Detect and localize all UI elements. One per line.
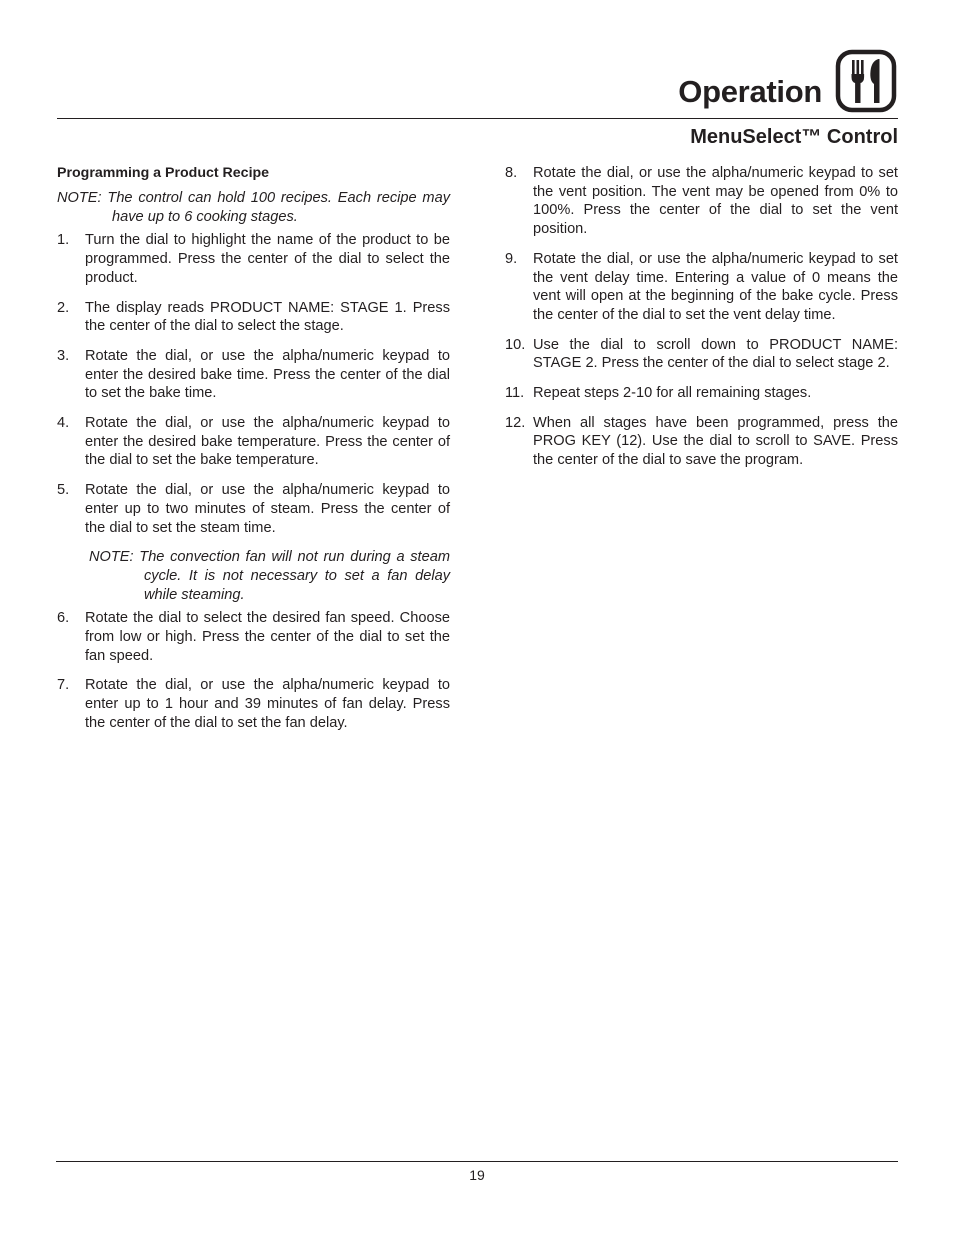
step-number: 11.	[505, 385, 525, 402]
step-number: 4.	[57, 415, 70, 432]
list-item	[505, 384, 898, 403]
step-number: 10.	[505, 336, 526, 353]
step-number: 12.	[505, 414, 526, 431]
list-item	[57, 609, 450, 665]
step-number: 6.	[57, 610, 70, 627]
footer-divider	[56, 1161, 898, 1162]
step-number: 2.	[57, 299, 70, 316]
page-number: 19	[469, 1167, 485, 1183]
list-item	[57, 676, 450, 732]
section-subtitle: MenuSelect™ Control	[690, 126, 898, 148]
step-text: When all stages have been programmed, press the PROG KEY (12). Use the dial to scroll to SAVE. Press the center of the dial to save the program.	[533, 414, 898, 469]
list-item	[57, 299, 450, 336]
list-item	[57, 347, 450, 403]
note-convection-fan: NOTE: The convection fan will not run during a steam cycle. It is not necessary to set a fan delay while steaming.	[89, 549, 450, 603]
list-item	[505, 164, 898, 239]
step-number: 7.	[57, 677, 70, 694]
step-number: 3.	[57, 347, 70, 364]
left-column	[57, 164, 450, 744]
step-text: Rotate the dial, or use the alpha/numeric keypad to enter the desired bake time. Press the center of the dial to set the bake time.	[85, 347, 450, 402]
page-title: Operation	[678, 74, 822, 109]
step-number: 8.	[505, 165, 518, 181]
step-text: The display reads PRODUCT NAME: STAGE 1. Press the center of the dial to select the stage.	[85, 299, 450, 335]
step-text: Turn the dial to highlight the name of the product to be programmed. Press the center of the dial to select the product.	[85, 232, 450, 286]
list-item	[505, 336, 898, 373]
list-item	[57, 414, 450, 470]
header-divider	[57, 118, 898, 119]
step-text: Use the dial to scroll down to PRODUCT NAME: STAGE 2. Press the center of the dial to select stage 2.	[533, 336, 898, 372]
fork-knife-icon	[835, 49, 897, 113]
list-item	[57, 231, 450, 287]
step-text: Repeat steps 2-10 for all remaining stages.	[533, 385, 812, 402]
list-item	[57, 481, 450, 537]
step-text: Rotate the dial, or use the alpha/numeric keypad to set the vent position. The vent may be opened from 0% to 100%. Press the center of the dial to set the vent position.	[533, 165, 898, 238]
list-item	[505, 414, 898, 470]
step-text: Rotate the dial, or use the alpha/numeric keypad to enter up to 1 hour and 39 minutes of fan delay. Press the center of the dial to set the fan delay.	[85, 677, 450, 731]
step-number: 5.	[57, 482, 70, 499]
step-text: Rotate the dial to select the desired fan speed. Choose from low or high. Press the center of the dial to set the fan speed.	[85, 610, 450, 664]
step-text: Rotate the dial, or use the alpha/numeric keypad to enter the desired bake temperature. Press the center of the dial to set the bake temperature.	[85, 415, 450, 469]
step-text: Rotate the dial, or use the alpha/numeric keypad to set the vent delay time. Entering a value of 0 means the vent will open at the beginning of the bake cycle. Press the center of the dial to set the vent delay time.	[533, 250, 898, 323]
step-number: 1.	[57, 232, 70, 249]
section-heading: Programming a Product Recipe	[57, 165, 270, 181]
step-text: Rotate the dial, or use the alpha/numeric keypad to enter up to two minutes of steam. Press the center of the dial to set the steam time.	[85, 482, 450, 536]
step-number: 9.	[505, 250, 518, 267]
list-item	[505, 250, 898, 325]
right-column	[505, 164, 898, 481]
note-recipes: NOTE: The control can hold 100 recipes. Each recipe may have up to 6 cooking stages.	[57, 190, 450, 225]
